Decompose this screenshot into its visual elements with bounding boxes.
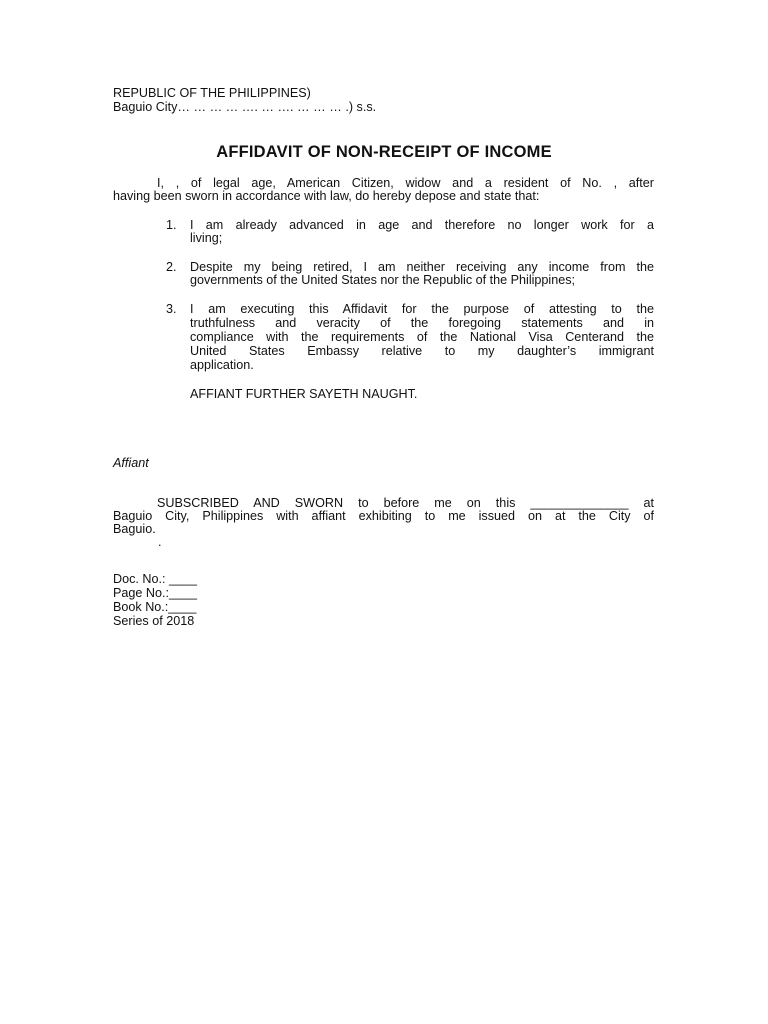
intro-line-2: having been sworn in accordance with law, do hereby depose and state that: [113,189,540,203]
item-1-line-1: I am already advanced in age and therefore no longer work for a [190,218,654,232]
jurat-dot: . [158,535,162,549]
document-title: AFFIDAVIT OF NON-RECEIPT OF INCOME [216,143,552,161]
item-3-line-4: United States Embassy relative to my daughter’s immigrant [190,344,654,358]
item-3-line-1: I am executing this Affidavit for the purpose of attesting to the [190,302,654,316]
venue-city: Baguio City… … … … …. … …. … … … .) s.s. [113,100,377,114]
series-year: Series of 2018 [113,614,195,628]
jurat-line-2: Baguio City, Philippines with affiant exhibiting to me issued on at the City of [113,509,654,523]
item-2-number: 2. [166,260,177,274]
jurat-line-1: SUBSCRIBED AND SWORN to before me on this ______________ at [157,496,654,510]
doc-no: Doc. No.: ____ [113,572,198,586]
jurat-line-3: Baguio. [113,522,156,536]
item-2-line-1: Despite my being retired, I am neither receiving any income from the [190,260,654,274]
item-3-number: 3. [166,302,177,316]
item-1-line-2: living; [190,231,223,245]
affiant-label: Affiant [113,456,149,470]
closing-statement: AFFIANT FURTHER SAYETH NAUGHT. [190,387,418,401]
item-2-line-2: governments of the United States nor the Republic of the Philippines; [190,273,576,287]
intro-line-1: I, , of legal age, American Citizen, widow and a resident of No. , after [157,176,654,190]
item-1-number: 1. [166,218,177,232]
venue-republic: REPUBLIC OF THE PHILIPPINES) [113,86,311,100]
item-3-line-3: compliance with the requirements of the National Visa Centerand the [190,330,654,344]
item-3-line-5: application. [190,358,254,372]
book-no: Book No.:____ [113,600,197,614]
page-no: Page No.:____ [113,586,198,600]
item-3-line-2: truthfulness and veracity of the foregoing statements and in [190,316,654,330]
